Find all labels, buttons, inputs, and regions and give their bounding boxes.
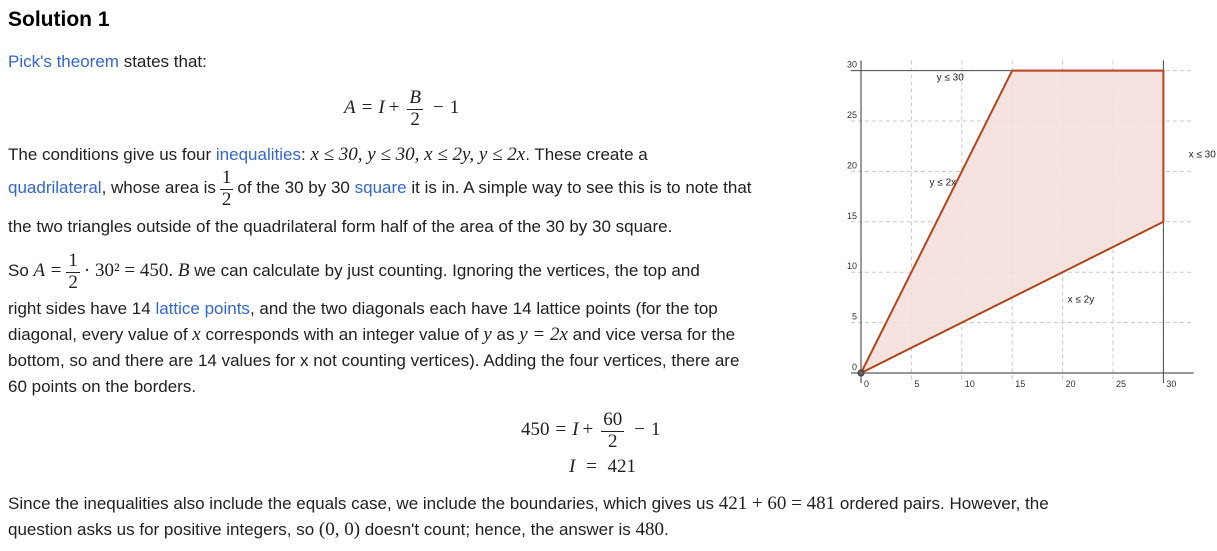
- formula-fraction: [407, 87, 423, 130]
- x-tick-label-0: 0: [864, 379, 870, 389]
- para3-text-d: doesn't count; hence, the answer is: [364, 520, 631, 539]
- count-formula-num: 60: [603, 408, 623, 430]
- para1-line1: [8, 145, 648, 165]
- para2-x-var: x: [192, 324, 201, 345]
- para2-text-d3: as: [496, 325, 515, 344]
- para2-area-math: · 30² = 450.: [83, 260, 174, 281]
- region-annotation-3: x ≤ 2y: [1067, 294, 1095, 306]
- quadrilateral-link[interactable]: quadrilateral: [8, 178, 102, 197]
- para3-sum-math: 421 + 60 = 481: [718, 493, 836, 514]
- y-tick-label-0: 0: [851, 362, 857, 372]
- para3-origin-math: (0, 0): [318, 519, 361, 540]
- y-tick-label-15: 15: [846, 210, 857, 221]
- para2-line2: [8, 299, 718, 319]
- para2-line4: bottom, so and there are 14 values for x not counting vertices). Adding the four vertices, there are: [8, 351, 740, 370]
- count-formula-one: 1: [650, 419, 661, 440]
- region-annotation-2: y ≤ 2x: [929, 177, 957, 189]
- para3-text-b: ordered pairs. However, the: [839, 494, 1049, 513]
- para1-inequalities-math: x ≤ 30, y ≤ 30, x ≤ 2y, y ≤ 2x: [310, 144, 526, 165]
- y-tick-label-30: 30: [846, 59, 857, 70]
- para1-colon: :: [300, 145, 306, 164]
- para2-a-equals: A =: [33, 260, 63, 281]
- para3-line1: [8, 494, 1049, 514]
- para2-half-num: 1: [68, 249, 78, 271]
- para1-half-num: 1: [221, 166, 232, 188]
- para1-text-a: The conditions give us four: [8, 145, 212, 164]
- inequalities-link[interactable]: inequalities: [215, 145, 301, 164]
- formula-numerator: B: [409, 86, 421, 108]
- formula-denominator: 2: [410, 108, 420, 130]
- y-tick-label-25: 25: [846, 110, 857, 120]
- count-formula-equals: =: [555, 419, 567, 440]
- para1-half-den: 2: [221, 188, 232, 210]
- para1-text-e: it is in. A simple way to see this is to note that: [411, 178, 752, 197]
- result-421: 421: [607, 456, 637, 477]
- para3-text-a: Since the inequalities also include the equals case, we include the boundaries, which gives us: [8, 494, 714, 513]
- intro-text: states that:: [123, 52, 207, 71]
- count-formula-minus: −: [634, 419, 645, 440]
- formula-plus: +: [388, 97, 400, 118]
- square-link[interactable]: square: [354, 178, 407, 197]
- y-tick-label-10: 10: [846, 261, 857, 272]
- x-tick-label-10: 10: [964, 379, 975, 389]
- y-tick-label-5: 5: [851, 311, 857, 322]
- para2-y-eq-2x: y = 2x: [519, 324, 568, 345]
- count-formula-i: I: [572, 419, 579, 440]
- para1-line2: [8, 166, 752, 210]
- para2-b-var: B: [177, 260, 190, 281]
- para2-line3: [8, 325, 735, 345]
- para2-line1: [8, 245, 700, 297]
- lattice-points-link[interactable]: lattice points: [155, 299, 250, 318]
- para2-so: So: [8, 261, 29, 280]
- count-formula-450: 450: [521, 419, 550, 440]
- para1-text-b: . These create a: [525, 145, 648, 164]
- count-formula-line1: [521, 404, 660, 456]
- para2-text-a: we can calculate by just counting. Ignoring the vertices, the top and: [194, 261, 700, 280]
- x-tick-label-25: 25: [1116, 379, 1127, 389]
- count-formula-fraction: [601, 409, 624, 452]
- x-tick-label-30: 30: [1166, 379, 1177, 389]
- para2-text-d2: corresponds with an integer value of: [205, 325, 479, 344]
- count-formula-plus: +: [582, 419, 594, 440]
- para1-text-c: , whose area is: [101, 178, 216, 197]
- picks-formula: [344, 82, 459, 134]
- origin-point: [858, 370, 864, 376]
- formula-i: I: [378, 97, 385, 118]
- para2-half-fraction: [66, 250, 80, 293]
- para3-text-c: question asks us for positive integers, so: [8, 520, 315, 539]
- solution-heading: Solution 1: [8, 8, 110, 31]
- formula-equals: =: [361, 97, 373, 118]
- formula-one: 1: [449, 97, 460, 118]
- result-i: I: [569, 456, 576, 477]
- x-tick-label-5: 5: [914, 379, 920, 389]
- y-tick-label-20: 20: [846, 160, 857, 171]
- count-formula-den: 2: [608, 430, 618, 452]
- intro-line: [8, 52, 207, 72]
- region-annotation-4: x ≤ 30: [1188, 149, 1216, 161]
- para2-half-den: 2: [68, 271, 78, 293]
- x-tick-label-20: 20: [1065, 379, 1076, 389]
- para2-text-b: right sides have 14: [8, 299, 151, 318]
- region-annotation-1: y ≤ 30: [936, 72, 964, 84]
- para1-text-d: of the 30 by 30: [237, 178, 350, 197]
- para3-answer: 480: [635, 519, 664, 540]
- x-tick-label-15: 15: [1015, 379, 1026, 389]
- picks-theorem-link[interactable]: Pick's theorem: [8, 52, 119, 71]
- para2-line5: 60 points on the borders.: [8, 377, 197, 396]
- para2-y-var: y: [483, 324, 492, 345]
- para3-period: .: [664, 520, 669, 539]
- para1-line3: the two triangles outside of the quadrilateral form half of the area of the 30 by 30 square.: [8, 217, 673, 236]
- inequality-region-chart: [820, 50, 1216, 410]
- para2-text-d1: diagonal, every value of: [8, 325, 188, 344]
- result-equals: =: [586, 456, 597, 477]
- para2-text-c: , and the two diagonals each have 14 lattice points (for the top: [249, 299, 718, 318]
- count-formula-line2: [569, 456, 636, 478]
- formula-a: A: [344, 97, 356, 118]
- para2-text-d4: and vice versa for the: [572, 325, 736, 344]
- para3-line2: [8, 520, 669, 540]
- para1-half-fraction: [220, 167, 234, 210]
- formula-minus: −: [432, 97, 444, 118]
